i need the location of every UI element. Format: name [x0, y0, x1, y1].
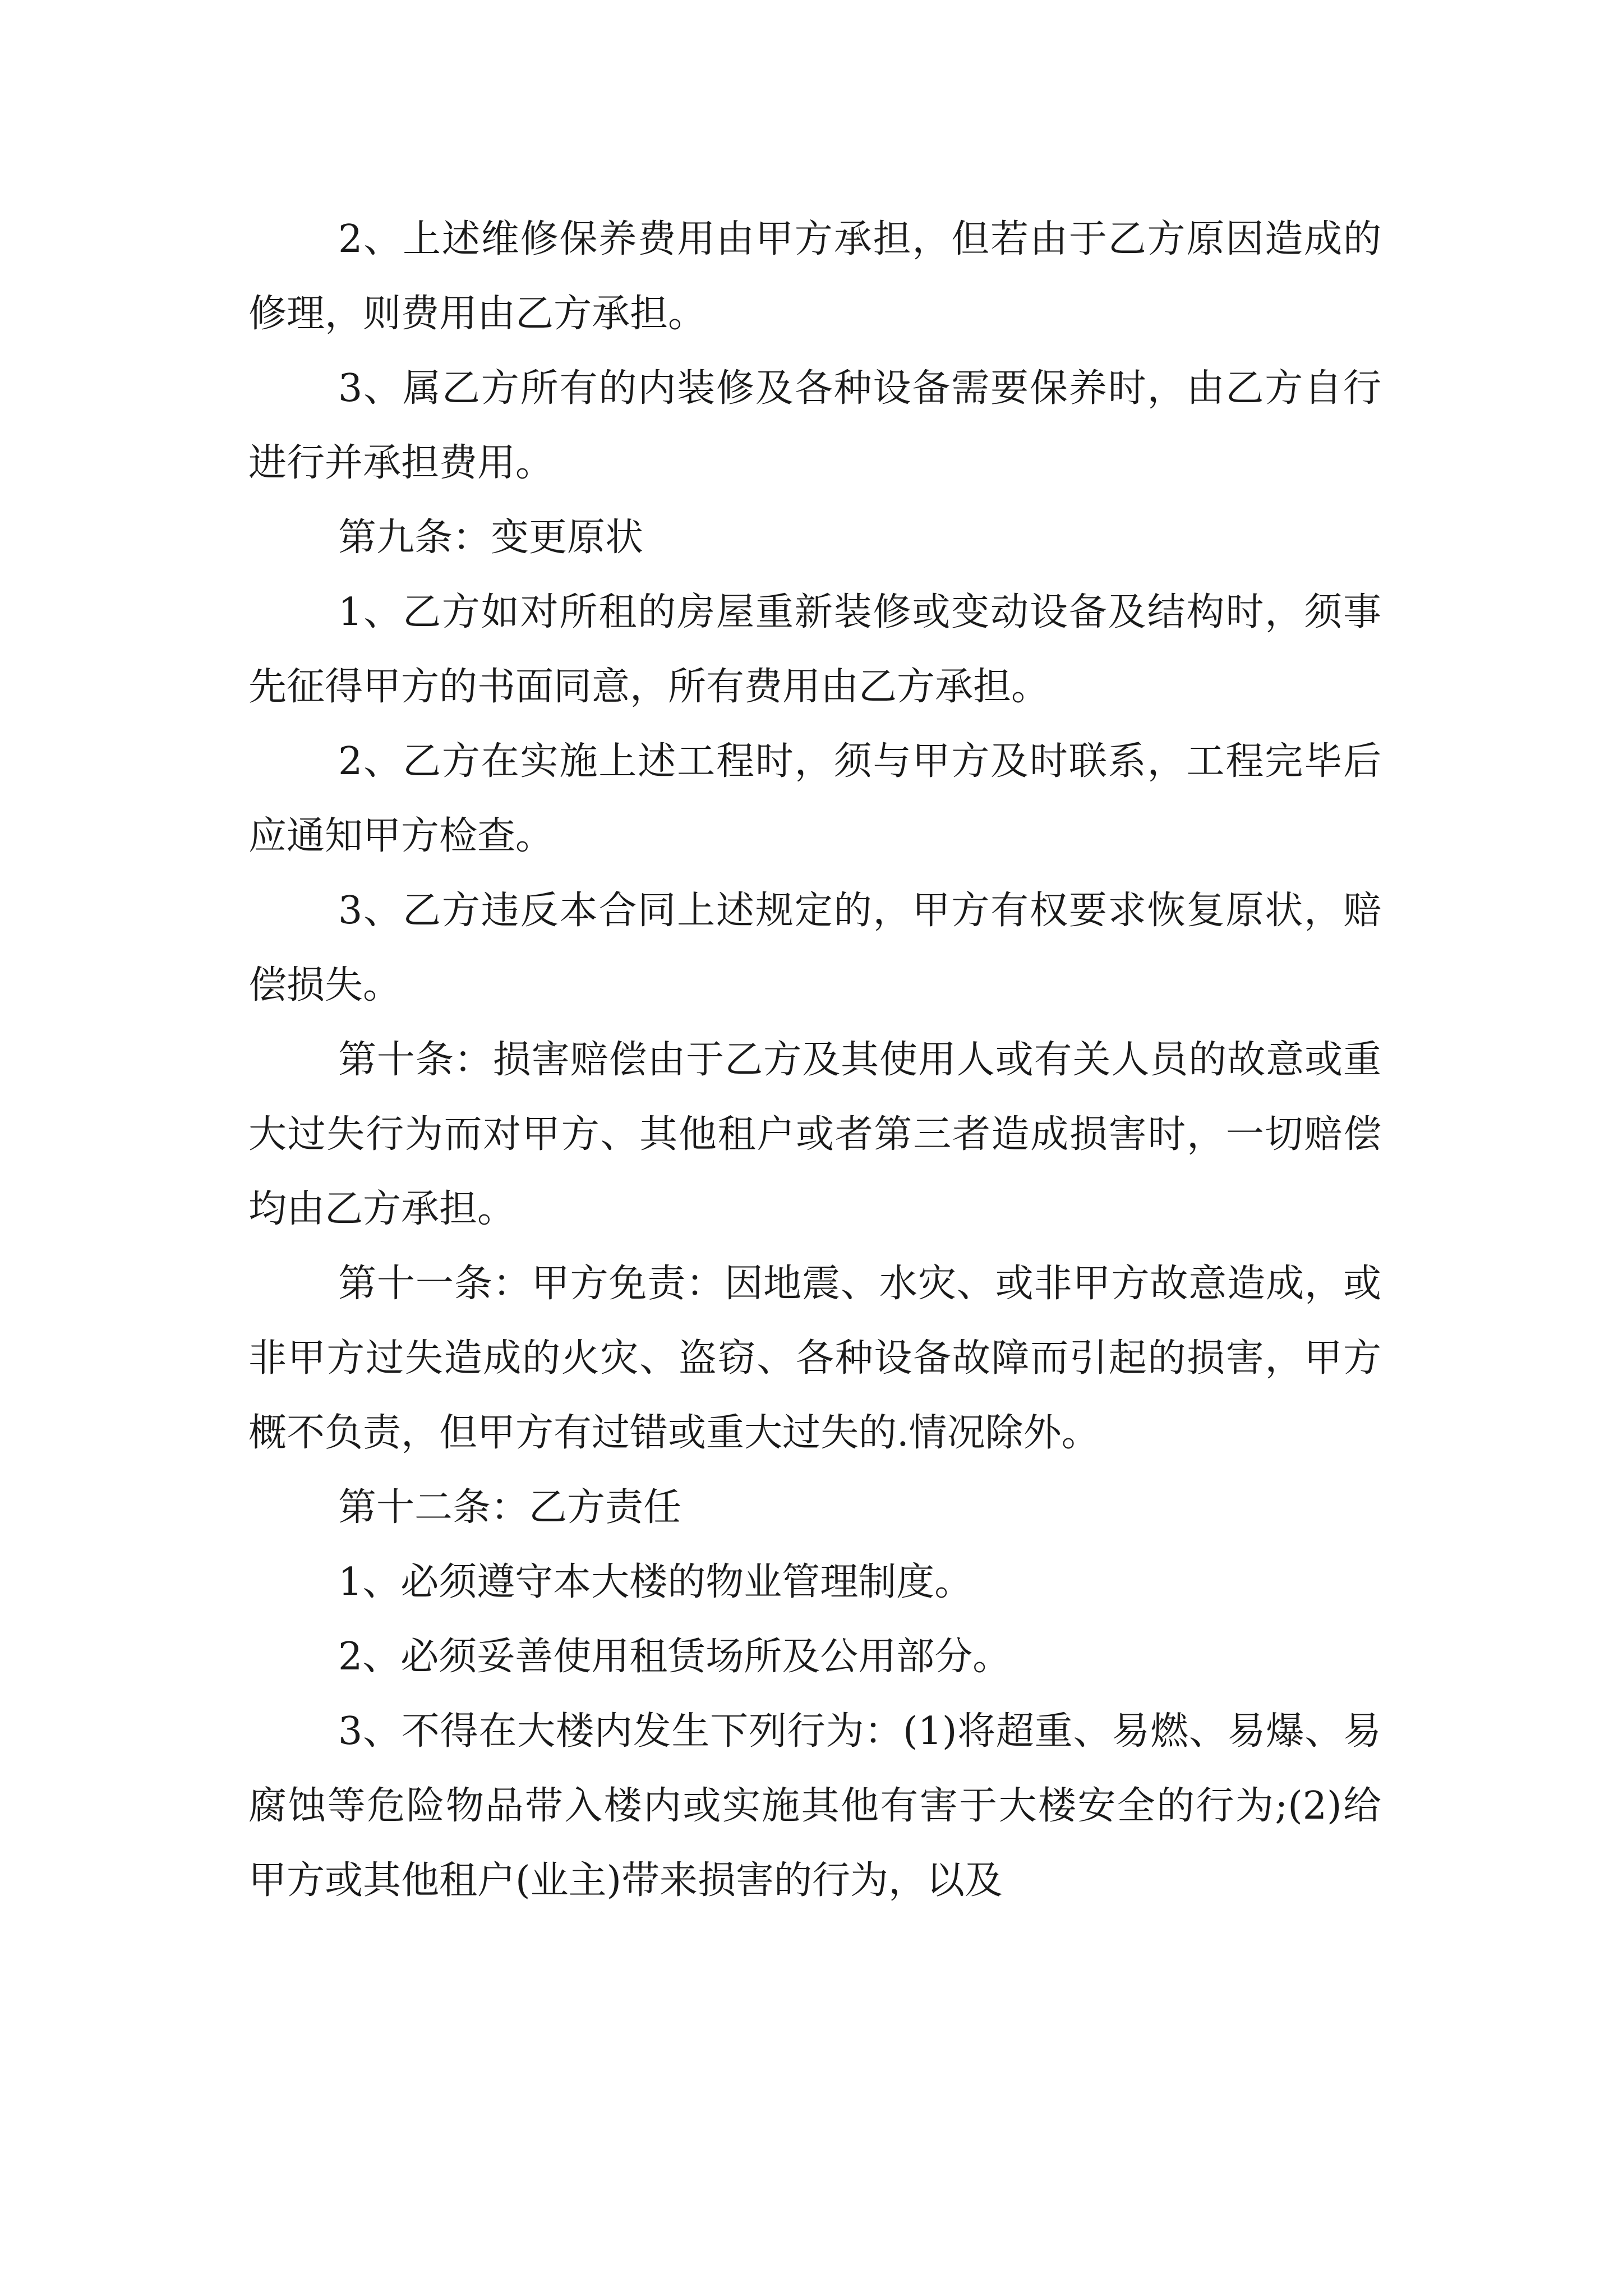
document-body: [248, 202, 1381, 1918]
paragraph-renovation-consent: 1、乙方如对所租的房屋重新装修或变动设备及结构时，须事先征得甲方的书面同意，所有费用由乙方承担。: [248, 590, 1381, 709]
article-11-exemption: 第十一条：甲方免责：因地震、水灾、或非甲方故意造成，或非甲方过失造成的火灾、盗窃、各种设备故障而引起的损害，甲方概不负责，但甲方有过错或重大过失的.情况除外。: [248, 1262, 1381, 1455]
paragraph-maintenance-cost: 2、上述维修保养费用由甲方承担，但若由于乙方原因造成的修理，则费用由乙方承担。: [248, 217, 1381, 336]
paragraph-tenant-equipment: 3、属乙方所有的内装修及各种设备需要保养时，由乙方自行进行并承担费用。: [248, 366, 1381, 485]
paragraph-contact-inspection: 2、乙方在实施上述工程时，须与甲方及时联系，工程完毕后应通知甲方检查。: [248, 739, 1381, 858]
article-10-damages: 第十条：损害赔偿由于乙方及其使用人或有关人员的故意或重大过失行为而对甲方、其他租户或者第三者造成损害时，一切赔偿均由乙方承担。: [248, 1038, 1381, 1231]
paragraph-proper-use: 2、必须妥善使用租赁场所及公用部分。: [338, 1635, 1011, 1679]
article-12-heading: 第十二条：乙方责任: [338, 1485, 682, 1530]
article-9-heading: 第九条：变更原状: [338, 516, 644, 560]
paragraph-restore-original: 3、乙方违反本合同上述规定的，甲方有权要求恢复原状，赔偿损失。: [248, 889, 1381, 1007]
paragraph-property-rules: 1、必须遵守本大楼的物业管理制度。: [338, 1560, 973, 1604]
paragraph-prohibited-acts: 3、不得在大楼内发生下列行为：(1)将超重、易燃、易爆、易腐蚀等危险物品带入楼内或实施其他有害于大楼安全的行为;(2)给甲方或其他租户(业主)带来损害的行为，以及: [248, 1709, 1381, 1903]
